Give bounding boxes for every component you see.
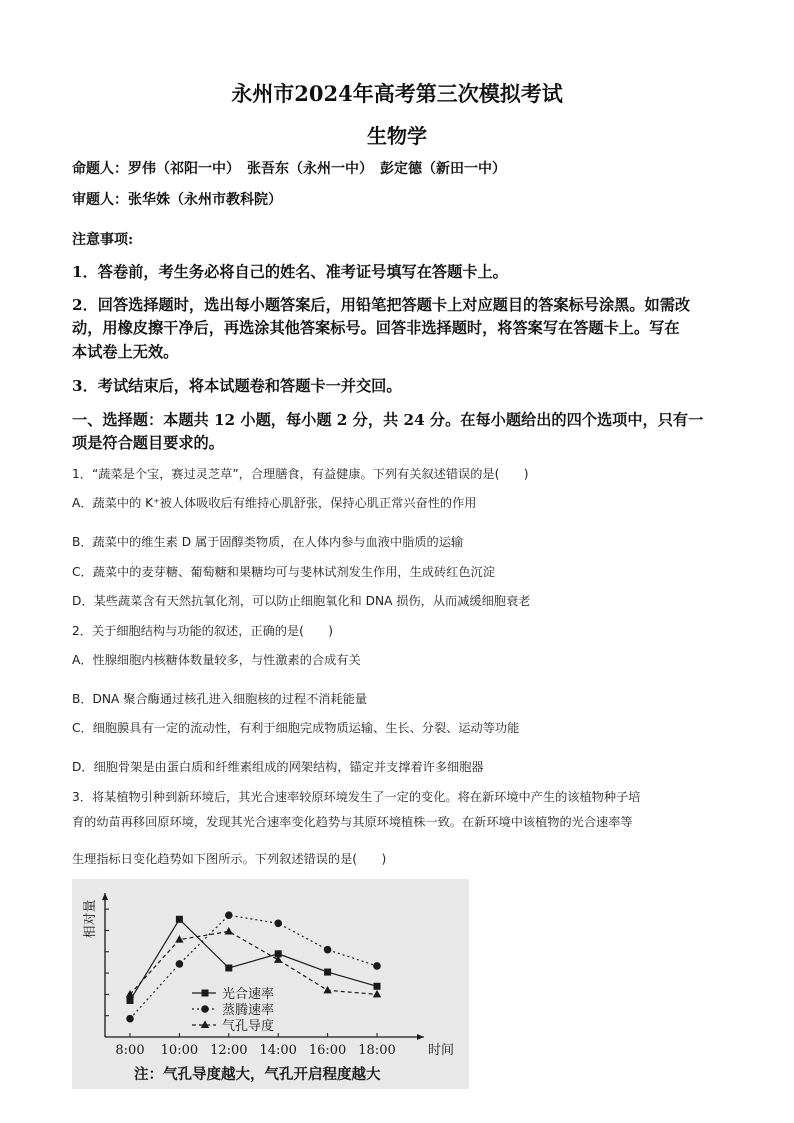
q1-option-b: B．蔬菜中的维生素 D 属于固醇类物质，在人体内参与血液中脂质的运输: [72, 535, 464, 549]
data-point-circle: [225, 911, 233, 919]
chart-note: 注：气孔导度越大，气孔开启程度越大: [134, 1066, 381, 1083]
notice-item-2: 2．回答选择题时，选出每小题答案后，用铅笔把答题卡上对应题目的答案标号涂黑。如需改: [72, 296, 691, 314]
data-point-circle: [176, 960, 184, 968]
q3-stem-3: 生理指标日变化趋势如下图所示。下列叙述错误的是( ): [72, 852, 387, 866]
data-point-square: [324, 969, 331, 976]
notice-heading: 注意事项:: [72, 232, 134, 248]
x-tick-label: 14:00: [259, 1043, 297, 1058]
data-point-triangle: [225, 927, 233, 935]
q1-option-d: D．某些蔬菜含有天然抗氧化剂，可以防止细胞氧化和 DNA 损伤，从而减缓细胞衰老: [72, 594, 531, 608]
data-point-circle: [274, 920, 282, 928]
q3-stem-2: 育的幼苗再移回原环境，发现其光合速率变化趋势与其原环境植株一致。在新环境中该植物的光合速率等: [72, 815, 633, 829]
notice-item-2-cont: 动，用橡皮擦干净后，再选涂其他答案标号。回答非选择题时，将答案写在答题卡上。写在: [72, 319, 680, 337]
q2-option-d: D．细胞骨架是由蛋白质和纤维素组成的网架结构，锚定并支撑着许多细胞器: [72, 760, 484, 774]
q2-option-b: B．DNA 聚合酶通过核孔进入细胞核的过程不消耗能量: [72, 692, 368, 706]
legend-marker-square: [202, 990, 209, 997]
data-point-square: [374, 983, 381, 990]
y-axis-arrow: [102, 893, 108, 900]
data-point-triangle: [373, 990, 381, 998]
legend-marker-circle: [201, 1005, 209, 1013]
x-tick-label: 10:00: [160, 1043, 199, 1058]
legend-label: 蒸腾速率: [222, 1003, 275, 1018]
q1-stem: 1．“蔬菜是个宝，赛过灵芝草”，合理膳食，有益健康。下列有关叙述错误的是( ): [72, 467, 529, 481]
section-heading-cont: 项是符合题目要求的。: [72, 434, 224, 452]
q2-stem: 2．关于细胞结构与功能的叙述，正确的是( ): [72, 624, 334, 638]
exam-subject: 生物学: [367, 124, 427, 148]
exam-title: 永州市2024年高考第三次模拟考试: [231, 81, 563, 106]
data-point-circle: [324, 946, 332, 954]
data-point-triangle: [126, 990, 134, 998]
data-point-triangle: [175, 935, 183, 943]
q1-option-a: A．蔬菜中的 K⁺被人体吸收后有维持心肌舒张，保持心肌正常兴奋性的作用: [72, 496, 477, 510]
data-point-circle: [373, 962, 381, 970]
x-tick-label: 16:00: [308, 1043, 347, 1058]
q3-stem-1: 3．将某植物引种到新环境后，其光合速率较原环境发生了一定的变化。将在新环境中产生的该植物种子培: [72, 790, 641, 804]
x-tick-label: 12:00: [210, 1043, 248, 1058]
x-axis-arrow: [417, 1034, 424, 1040]
legend-marker-triangle: [201, 1021, 209, 1029]
data-point-triangle: [323, 986, 331, 994]
data-point-circle: [126, 1015, 134, 1023]
series-line: [130, 931, 377, 994]
x-tick-label: 8:00: [115, 1043, 145, 1058]
y-axis-label: 相对量: [83, 899, 98, 939]
authors-line: 命题人：罗伟（祁阳一中） 张吾东（永州一中） 彭定德（新田一中）: [72, 161, 506, 177]
x-tick-label: 18:00: [358, 1043, 396, 1058]
q3-figure: [72, 879, 469, 1089]
data-point-square: [127, 997, 134, 1004]
q2-option-c: C．细胞膜具有一定的流动性，有利于细胞完成物质运输、生长、分裂、运动等功能: [72, 721, 520, 735]
q2-option-a: A．性腺细胞内核糖体数量较多，与性激素的合成有关: [72, 653, 361, 667]
legend-label: 光合速率: [222, 987, 275, 1002]
x-axis-label: 时间: [428, 1043, 455, 1058]
q1-option-c: C．蔬菜中的麦芽糖、葡萄糖和果糖均可与斐林试剂发生作用，生成砖红色沉淀: [72, 565, 495, 579]
legend-label: 气孔导度: [222, 1019, 275, 1034]
notice-item-1: 1．答卷前，考生务必将自己的姓名、准考证号填写在答题卡上。: [72, 263, 508, 281]
notice-item-3: 3．考试结束后，将本试题卷和答题卡一并交回。: [72, 377, 402, 395]
data-point-square: [176, 916, 183, 923]
section-heading: 一、选择题：本题共 12 小题，每小题 2 分，共 24 分。在每小题给出的四个选项中，只有一: [72, 411, 704, 429]
reviewer-line: 审题人：张华姝（永州市教科院）: [72, 192, 282, 208]
q3-line-chart: [72, 879, 469, 1089]
notice-item-2-end: 本试卷上无效。: [72, 343, 179, 361]
data-point-square: [225, 965, 232, 972]
